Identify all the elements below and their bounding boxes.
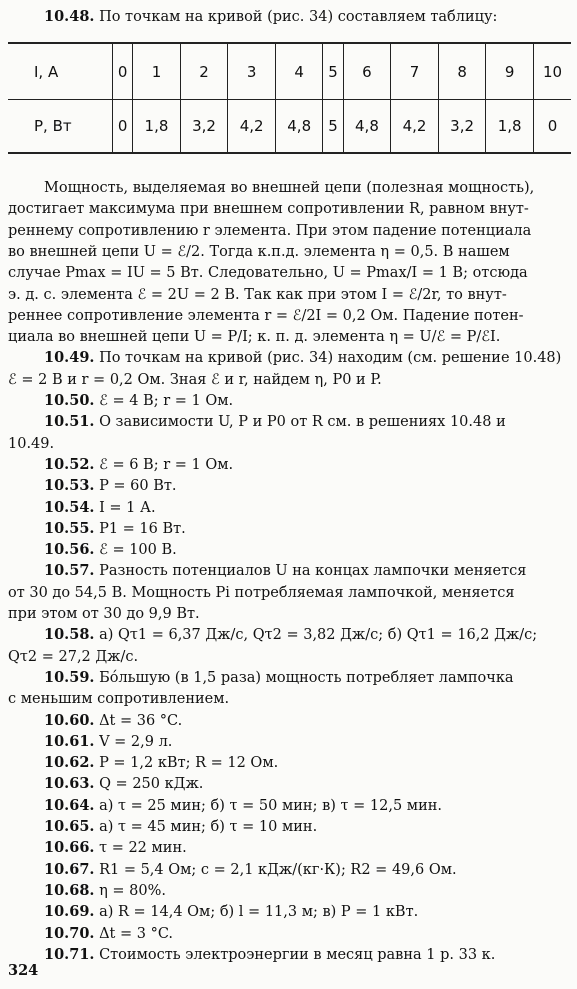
- text-line: [8, 583, 515, 603]
- problem-number: 10.58.: [44, 626, 95, 644]
- line-text: во внешней цепи U = ℰ/2. Тогда к.п.д. элемента η = 0,5. В нашем: [8, 243, 510, 260]
- text-line: [8, 434, 54, 454]
- line-text: Δt = 36 °C.: [99, 712, 183, 729]
- problem-number: 10.60.: [44, 711, 95, 729]
- line-text: достигает максимума при внешнем сопротивлении R, равном внут-: [8, 201, 529, 218]
- line-text: от 30 до 54,5 В. Мощность Pi потребляемая лампочкой, меняется: [8, 584, 515, 601]
- line-text: ℰ = 4 В; r = 1 Ом.: [99, 393, 234, 409]
- answer-line: [44, 732, 172, 752]
- problem-number: 10.51.: [44, 413, 95, 431]
- line-text: а) τ = 25 мин; б) τ = 50 мин; в) τ = 12,5 мин.: [99, 797, 443, 814]
- text-line: [8, 647, 138, 667]
- answer-line: [44, 924, 173, 944]
- line-text: ℰ = 6 В; r = 1 Ом.: [99, 456, 234, 473]
- data-table: [8, 42, 571, 154]
- line-text: с меньшим сопротивлением.: [8, 691, 230, 708]
- answer-line: [44, 498, 156, 518]
- line-text: I = 1 А.: [99, 499, 156, 516]
- line-text: P = 1,2 кВт; R = 12 Ом.: [99, 755, 279, 772]
- problem-number: 10.59.: [44, 668, 95, 686]
- row-label-power: P, Вт: [8, 100, 113, 154]
- line-text: а) R = 14,4 Ом; б) l = 11,3 м; в) P = 1 кВт.: [99, 904, 419, 921]
- answer-line: [44, 711, 182, 731]
- table-cell: 2: [180, 43, 228, 100]
- line-text: случае Pmax = IU = 5 Вт. Следовательно, U = Pmax/I = 1 В; отсюда: [8, 265, 528, 282]
- table-row-current: [8, 43, 571, 100]
- table-cell: 4,2: [228, 100, 276, 154]
- line-text: Q = 250 кДж.: [99, 776, 204, 793]
- line-text: циала во внешней цепи U = P/I; к. п. д. элемента η = U/ℰ = P/ℰI.: [8, 329, 501, 346]
- table-cell: 4,2: [391, 100, 439, 154]
- table-cell: 4: [275, 43, 323, 100]
- line-text: 10.49.: [8, 435, 55, 452]
- table-cell: 6: [343, 43, 391, 100]
- problem-number: 10.63.: [44, 775, 95, 793]
- table-cell: 1: [133, 43, 181, 100]
- problem-number: 10.53.: [44, 477, 95, 495]
- problem-number: 10.54.: [44, 498, 95, 516]
- text-line: [8, 327, 500, 347]
- line-text: а) Qτ1 = 6,37 Дж/с, Qτ2 = 3,82 Дж/с; б) Qτ1 = 16,2 Дж/с;: [99, 627, 538, 644]
- table-cell: 10: [533, 43, 571, 100]
- line-text: реннее сопротивление элемента r = ℰ/2I = 0,2 Ом. Падение потен-: [8, 307, 524, 324]
- table-cell: 0: [533, 100, 571, 154]
- table-cell: 4,8: [275, 100, 323, 154]
- answer-line: [44, 625, 537, 645]
- table-cell: 3: [228, 43, 276, 100]
- answer-line: [44, 860, 457, 880]
- problem-number: 10.71.: [44, 945, 95, 963]
- line-text: О зависимости U, P и P0 от R см. в решениях 10.48 и: [99, 414, 506, 431]
- line-text: Стоимость электроэнергии в месяц равна 1 р. 33 к.: [99, 946, 496, 963]
- answer-line: [44, 668, 514, 688]
- line-text: Бóльшую (в 1,5 раза) мощность потребляет лампочка: [99, 669, 514, 686]
- problem-number: 10.68.: [44, 881, 95, 899]
- problem-number: 10.57.: [44, 562, 95, 580]
- problem-number: 10.67.: [44, 860, 95, 878]
- line-text: э. д. с. элемента ℰ = 2U = 2 В. Так как при этом I = ℰ/2r, то внут-: [8, 286, 507, 303]
- line-text: Мощность, выделяемая во внешней цепи (полезная мощность),: [44, 180, 535, 196]
- line-text: По точкам на кривой (рис. 34) находим (см. решение 10.48): [99, 350, 562, 367]
- answer-line: [44, 817, 317, 837]
- answer-line: [44, 838, 187, 858]
- text-line: [8, 242, 510, 262]
- problem-number: 10.55.: [44, 519, 95, 537]
- text-line: [8, 221, 531, 241]
- problem-number: 10.61.: [44, 732, 95, 750]
- table-cell: 3,2: [438, 100, 486, 154]
- answer-line: [44, 412, 506, 432]
- table-cell: 5: [323, 43, 343, 100]
- row-label-current: I, A: [8, 43, 113, 100]
- answer-line: [44, 561, 526, 581]
- line-text: Разность потенциалов U на концах лампочки меняется: [99, 563, 527, 580]
- problem-number: 10.49.: [44, 349, 95, 367]
- line-text: V = 2,9 л.: [99, 733, 173, 750]
- line-text: τ = 22 мин.: [99, 840, 187, 857]
- line-text: η = 80%.: [99, 882, 166, 899]
- text-line: [44, 178, 534, 198]
- line-text: ℰ = 100 В.: [99, 542, 177, 559]
- problem-number: 10.50.: [44, 392, 95, 409]
- problem-number: 10.52.: [44, 455, 95, 473]
- table-cell: 9: [486, 43, 534, 100]
- table-cell: 1,8: [486, 100, 534, 154]
- text-line: [8, 689, 229, 709]
- problem-number: 10.62.: [44, 754, 95, 772]
- text-line: [8, 370, 382, 390]
- intro-text: По точкам на кривой (рис. 34) составляем таблицу:: [99, 9, 498, 25]
- answer-line: [44, 774, 203, 794]
- table-cell: 5: [323, 100, 343, 154]
- line-text: ℰ = 2 В и r = 0,2 Ом. Зная ℰ и r, найдем η, P0 и P.: [8, 371, 382, 388]
- table-cell: 0: [113, 43, 133, 100]
- answer-line: [44, 391, 233, 411]
- line-text: при этом от 30 до 9,9 Вт.: [8, 606, 200, 622]
- line-text: R1 = 5,4 Ом; c = 2,1 кДж/(кг·К); R2 = 49,6 Ом.: [99, 861, 457, 878]
- intro-line: [44, 7, 497, 27]
- problem-number: 10.56.: [44, 541, 95, 559]
- answer-line: [44, 945, 495, 965]
- line-text: реннему сопротивлению r элемента. При этом падение потенциала: [8, 222, 532, 239]
- answer-line: [44, 348, 561, 368]
- table-cell: 0: [113, 100, 133, 154]
- text-line: [8, 285, 507, 305]
- text-line: [8, 263, 528, 283]
- answer-line: [44, 902, 418, 922]
- problem-number: 10.65.: [44, 818, 95, 835]
- problem-number: 10.69.: [44, 903, 95, 921]
- answer-line: [44, 796, 442, 816]
- answer-line: [44, 476, 177, 496]
- table-cell: 1,8: [133, 100, 181, 154]
- problem-number: 10.70.: [44, 924, 95, 942]
- answer-line: [44, 519, 186, 539]
- page-number: 324: [8, 962, 39, 979]
- line-text: Δt = 3 °C.: [99, 925, 173, 942]
- line-text: а) τ = 45 мин; б) τ = 10 мин.: [99, 819, 318, 835]
- text-line: [8, 604, 200, 624]
- answer-line: [44, 881, 166, 901]
- answer-line: [44, 455, 233, 475]
- problem-number: 10.66.: [44, 839, 95, 857]
- line-text: Qτ2 = 27,2 Дж/с.: [8, 648, 139, 665]
- answer-line: [44, 753, 278, 773]
- text-line: [8, 199, 529, 219]
- line-text: P = 60 Вт.: [99, 478, 177, 495]
- text-line: [8, 306, 524, 326]
- table-cell: 8: [438, 43, 486, 100]
- table-cell: 3,2: [180, 100, 228, 154]
- table-row-power: [8, 100, 571, 154]
- problem-number: 10.48.: [44, 8, 95, 25]
- answer-line: [44, 540, 177, 560]
- problem-number: 10.64.: [44, 796, 95, 814]
- table-cell: 7: [391, 43, 439, 100]
- line-text: P1 = 16 Вт.: [99, 520, 186, 537]
- table-cell: 4,8: [343, 100, 391, 154]
